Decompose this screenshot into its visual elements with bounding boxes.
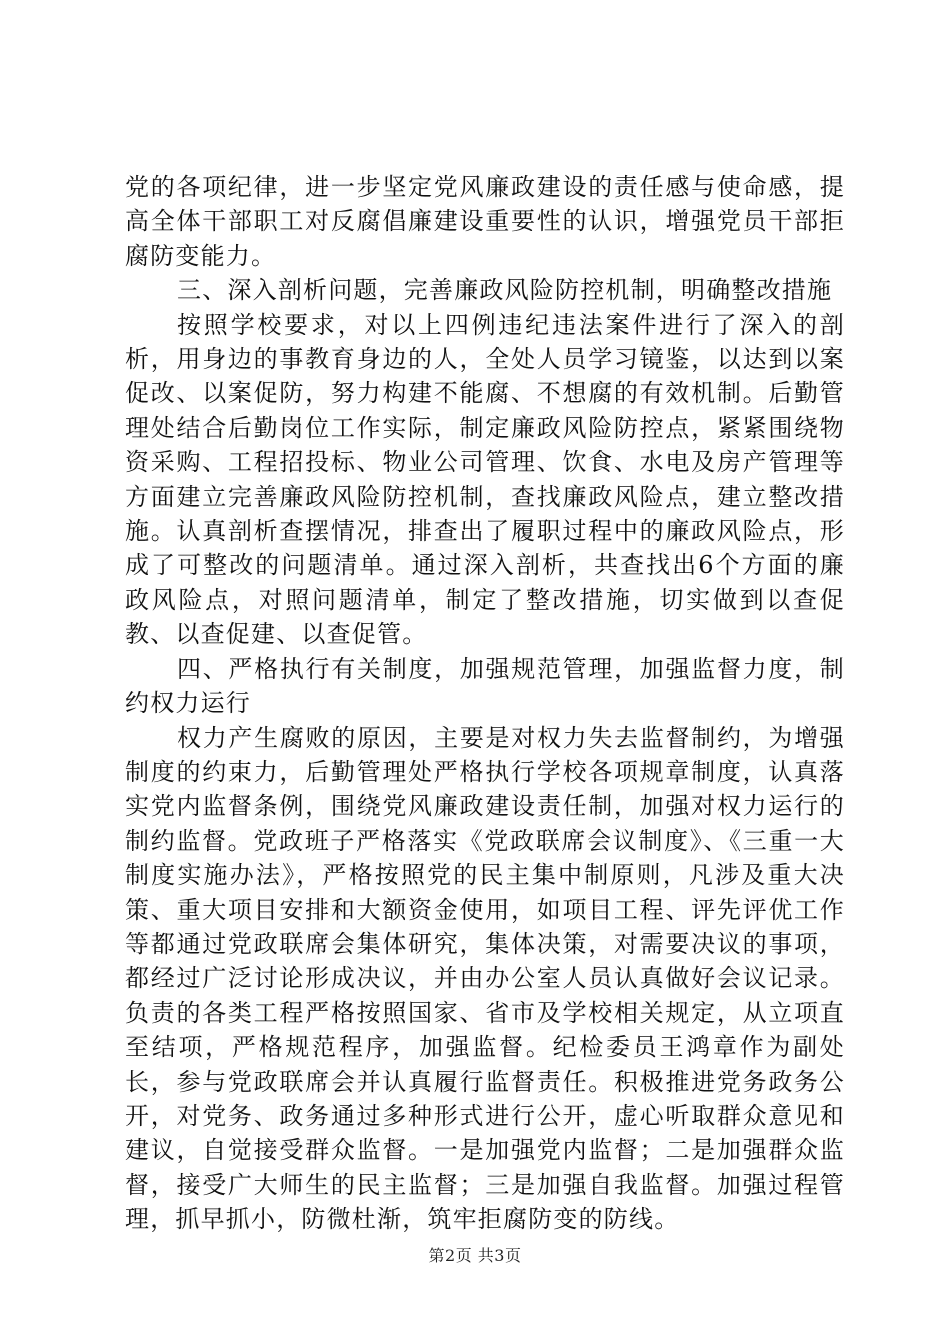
paragraph-supervision: 权力产生腐败的原因，主要是对权力失去监督制约，为增强制度的约束力，后勤管理处严格执行学校各项规章制度，认真落实党内监督条例，围绕党风廉政建设责任制，加强对权力运行的制约监督。党政班子严格落实《党政联席会议制度》、《三重一大制度实施办法》，严格按照党的民主集中制原则，凡涉及重大决策、重大项目安排和大额资金使用，如项目工程、评先评优工作等都通过党政联席会集体研究，集体决策，对需要决议的事项，都经过广泛讨论形成决议，并由办公室人员认真做好会议记录。负责的各类工程严格按照国家、省市及学校相关规定，从立项直至结项，严格规范程序，加强监督。纪检委员王鸿章作为副处长，参与党政联席会并认真履行监督责任。积极推进党务政务公开，对党务、政务通过多种形式进行公开，虚心听取群众意见和建议，自觉接受群众监督。一是加强党内监督；二是加强群众监督，接受广大师生的民主监督；三是加强自我监督。加强过程管理，抓早抓小，防微杜渐，筑牢拒腐防变的防线。: [125, 723, 845, 1234]
page-number-footer: 第2页 共3页: [428, 1246, 522, 1265]
paragraph-analysis: 按照学校要求，对以上四例违纪违法案件进行了深入的剖析，用身边的事教育身边的人，全处人员学习镜鉴，以达到以案促改、以案促防，努力构建不能腐、不想腐的有效机制。后勤管理处结合后勤岗位工作实际，制定廉政风险防控点，紧紧围绕物资采购、工程招投标、物业公司管理、饮食、水电及房产管理等方面建立完善廉政风险防控机制，查找廉政风险点，建立整改措施。认真剖析查摆情况，排查出了履职过程中的廉政风险点，形成了可整改的问题清单。通过深入剖析，共查找出6个方面的廉政风险点，对照问题清单，制定了整改措施，切实做到以查促教、以查促建、以查促管。: [125, 310, 845, 649]
section-heading-three: 三、深入剖析问题，完善廉政风险防控机制，明确整改措施: [177, 276, 833, 305]
paragraph-continuation: 党的各项纪律，进一步坚定党风廉政建设的责任感与使命感，提高全体干部职工对反腐倡廉建设重要性的认识，增强党员干部拒腐防变能力。: [125, 173, 845, 270]
document-body: [125, 170, 845, 1237]
section-heading-four: 四、严格执行有关制度，加强规范管理，加强监督力度，制约权力运行: [125, 654, 845, 718]
